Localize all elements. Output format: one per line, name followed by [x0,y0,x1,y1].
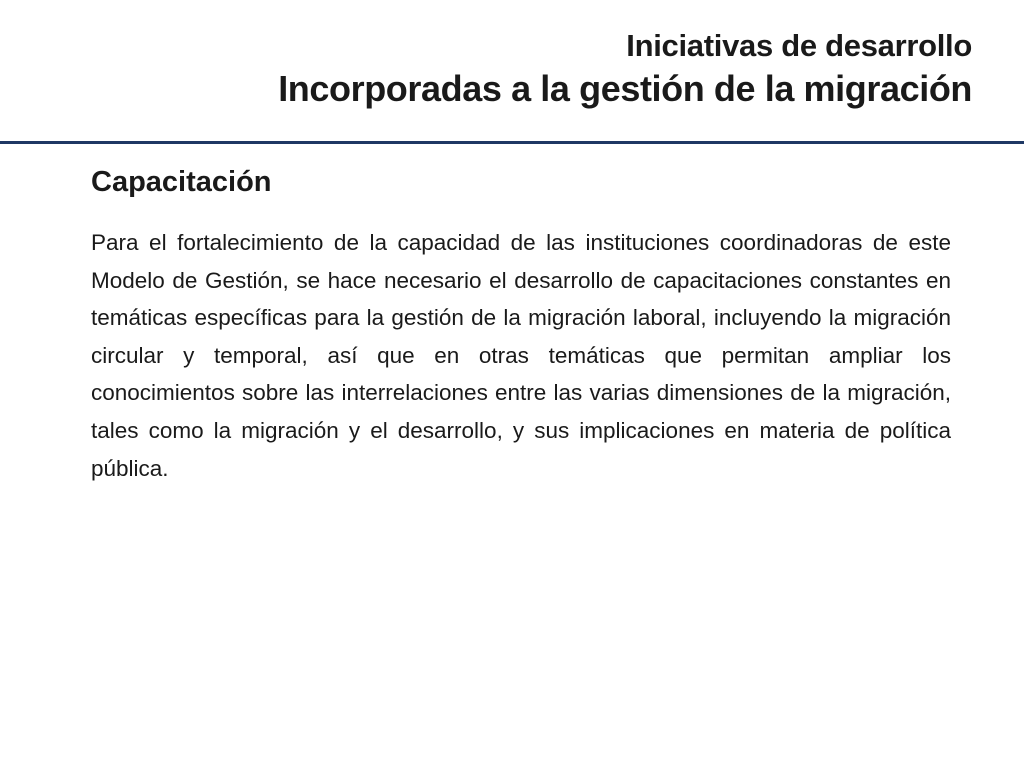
header-divider [0,141,1024,144]
slide-title: Iniciativas de desarrollo [626,28,972,63]
slide-subtitle: Incorporadas a la gestión de la migración [278,68,972,109]
slide-content [91,162,951,487]
section-body-paragraph: Para el fortalecimiento de la capacidad de las instituciones coordinadoras de este Modelo de Gestión, se hace necesario el desarrollo de capacitaciones constantes en temáticas específicas para la gestión de la migración laboral, incluyendo la migración circular y temporal, así que en otras temáticas que permitan ampliar los conocimientos sobre las interrelaciones entre las varias dimensiones de la migración, tales como la migración y el desarrollo, y sus implicaciones en materia de política pública. [91,230,951,481]
slide-header [72,26,972,112]
section-heading: Capacitación [91,166,272,198]
